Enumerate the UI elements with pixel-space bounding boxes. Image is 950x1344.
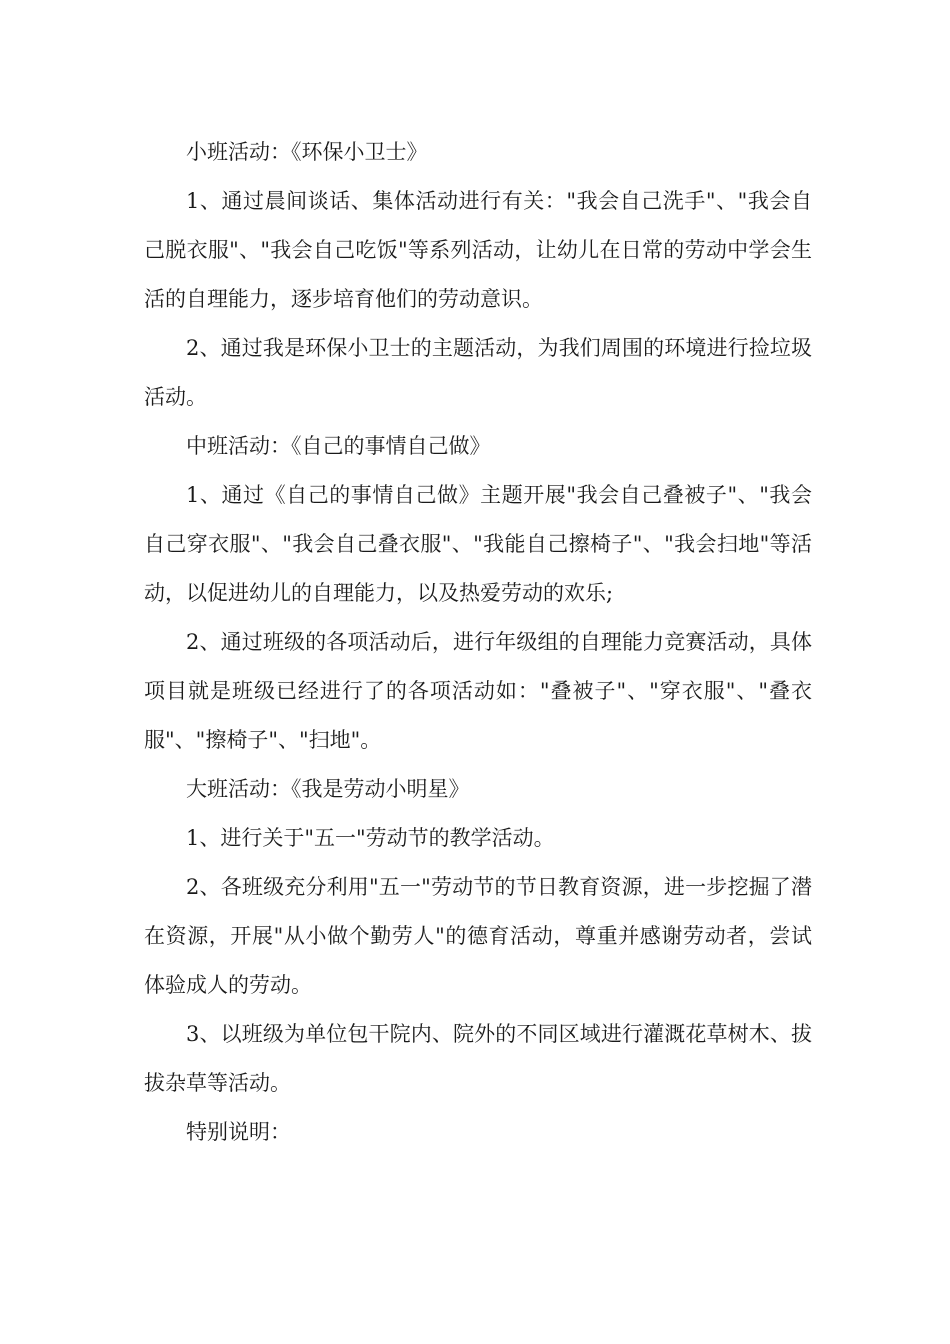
paragraph: 1、通过《自己的事情自己做》主题开展"我会自己叠被子"、"我会自己穿衣服"、"我会自己叠衣服"、"我能自己擦椅子"、"我会扫地"等活动，以促进幼儿的自理能力，以及热爱劳动的欢乐;: [144, 483, 812, 605]
section-heading-middle-class: 中班活动：《自己的事情自己做》: [186, 434, 491, 458]
paragraph: 2、通过我是环保小卫士的主题活动，为我们周围的环境进行捡垃圾活动。: [144, 336, 812, 409]
paragraph: 1、通过晨间谈话、集体活动进行有关："我会自己洗手"、"我会自己脱衣服"、"我会自己吃饭"等系列活动，让幼儿在日常的劳动中学会生活的自理能力，逐步培育他们的劳动意识。: [144, 189, 812, 311]
document-body: [144, 128, 812, 1157]
paragraph: 3、以班级为单位包干院内、院外的不同区域进行灌溉花草树木、拔拔杂草等活动。: [144, 1022, 812, 1095]
paragraph: 1、进行关于"五一"劳动节的教学活动。: [186, 826, 555, 850]
section-heading-large-class: 大班活动：《我是劳动小明星》: [186, 777, 470, 801]
paragraph: 2、通过班级的各项活动后，进行年级组的自理能力竞赛活动，具体项目就是班级已经进行了的各项活动如："叠被子"、"穿衣服"、"叠衣服"、"擦椅子"、"扫地"。: [144, 630, 812, 752]
section-heading-special-note: 特别说明：: [186, 1120, 291, 1144]
paragraph: 2、各班级充分利用"五一"劳动节的节日教育资源，进一步挖掘了潜在资源，开展"从小做个勤劳人"的德育活动，尊重并感谢劳动者，尝试体验成人的劳动。: [144, 875, 812, 997]
section-heading-small-class: 小班活动：《环保小卫士》: [186, 140, 428, 164]
